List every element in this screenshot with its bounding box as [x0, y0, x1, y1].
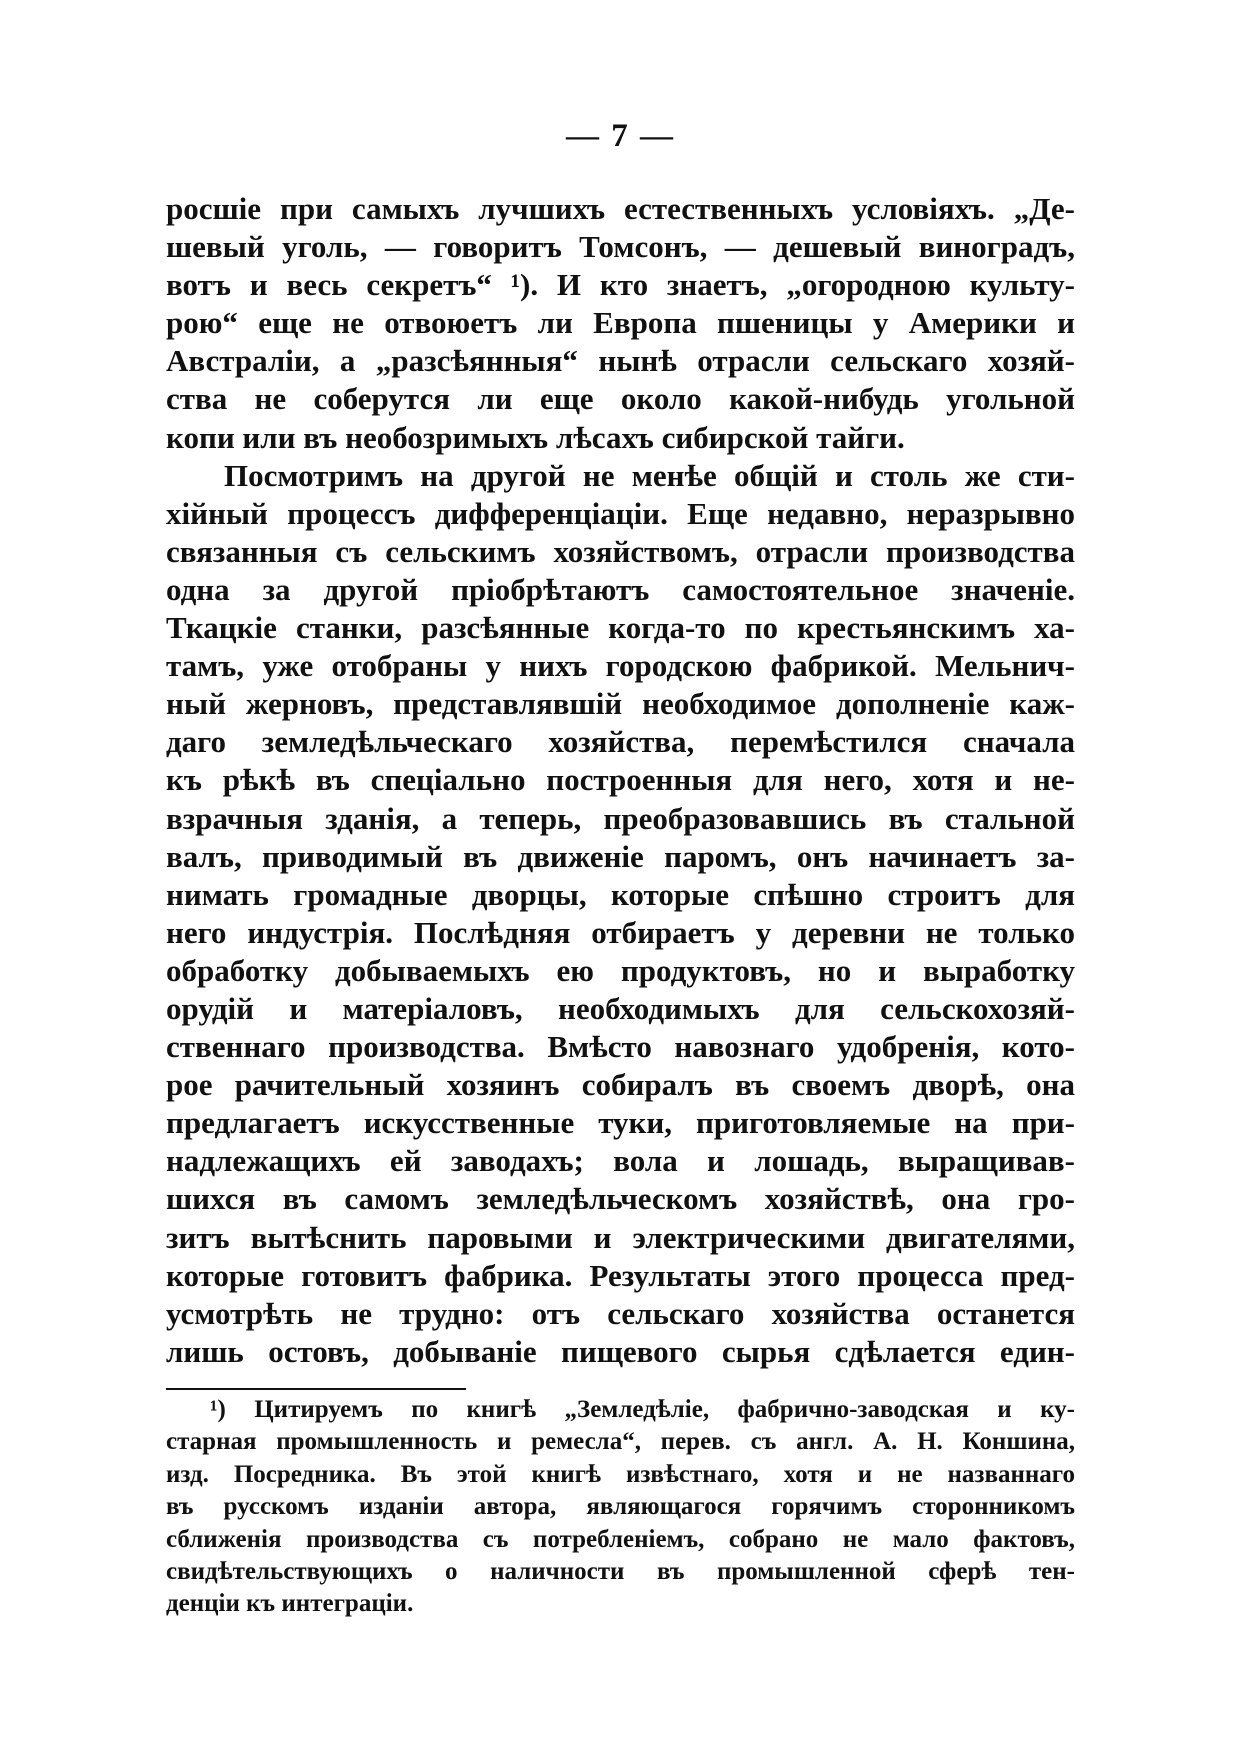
text-line: ства не соберутся ли еще около какой-нибудь угольной [166, 381, 1075, 417]
text-line: валъ, приводимый въ движеніе паромъ, онъ начинаетъ за- [166, 838, 1075, 874]
text-line: рою“ еще не отвоюетъ ли Европа пшеницы у Америки и [166, 305, 1075, 341]
text-line: лишь остовъ, добываніе пищевого сырья сдѣлается един- [166, 1333, 1075, 1369]
text-line: росшіе при самыхъ лучшихъ естественныхъ условіяхъ. „Де- [166, 191, 1075, 226]
text-line: которые готовитъ фабрика. Результаты этого процесса пред- [166, 1257, 1075, 1293]
text-line: орудій и матеріаловъ, необходимыхъ для сельскохозяй- [166, 990, 1075, 1026]
text-line: копи или въ необозримыхъ лѣсахъ сибирской тайги. [166, 419, 905, 455]
paragraph-2 [166, 457, 1075, 1371]
footnote-divider [166, 1388, 466, 1390]
footnote [166, 1394, 1075, 1621]
text-line: него индустрія. Послѣдняя отбираетъ у деревни не только [166, 914, 1075, 950]
footnote-line: ¹) Цитируемъ по книгѣ „Земледѣліе, фабрично-заводская и ку- [210, 1396, 1075, 1423]
text-line: зитъ вытѣснить паровыми и электрическими двигателями, [166, 1219, 1075, 1255]
text-line: ственнаго производства. Вмѣсто навознаго удобренія, кото- [166, 1029, 1075, 1065]
text-line: шевый уголь, — говоритъ Томсонъ, — дешевый виноградъ, [166, 229, 1075, 265]
text-line: обработку добываемыхъ ею продуктовъ, но и выработку [166, 952, 1075, 988]
text-line: хійный процессъ дифференціаціи. Еще недавно, неразрывно [166, 495, 1075, 531]
text-line: ный жерновъ, представлявшій необходимое дополненіе каж- [166, 686, 1075, 722]
page-number: — 7 — [566, 118, 675, 154]
text-line: одна за другой пріобрѣтаютъ самостоятельное значеніе. [166, 571, 1075, 607]
footnote-line: сближенія производства съ потребленіемъ, собрано не мало фактовъ, [166, 1525, 1075, 1553]
footnote-line: денціи къ интеграціи. [166, 1590, 414, 1618]
text-line: вотъ и весь секретъ“ ¹). И кто знаетъ, „огородною культу- [166, 267, 1075, 303]
text-line: нимать громадные дворцы, которые спѣшно строитъ для [166, 876, 1075, 912]
text-line: Австраліи, а „разсѣянныя“ нынѣ отрасли сельскаго хозяй- [166, 343, 1075, 379]
text-line: тамъ, уже отобраны у нихъ городскою фабрикой. Мельнич- [166, 648, 1075, 684]
footnote-line: въ русскомъ изданіи автора, являющагося горячимъ сторонникомъ [166, 1493, 1075, 1521]
footnote-line: старная промышленность и ремесла“, перев. съ англ. А. Н. Коншина, [166, 1428, 1075, 1456]
text-line: къ рѣкѣ въ спеціально построенныя для него, хотя и не- [166, 762, 1075, 798]
main-text [166, 190, 1075, 1371]
text-line: даго земледѣльческаго хозяйства, перемѣстился сначала [166, 724, 1075, 760]
footnote-line: свидѣтельствующихъ о наличности въ промышленной сферѣ тен- [166, 1557, 1075, 1585]
text-line: Посмотримъ на другой не менѣе общій и столь же сти- [224, 457, 1075, 493]
text-line: надлежащихъ ей заводахъ; вола и лошадь, выращивав- [166, 1143, 1075, 1179]
text-line: связанныя съ сельскимъ хозяйствомъ, отрасли производства [166, 533, 1075, 569]
text-line: Ткацкіе станки, разсѣянные когда-то по крестьянскимъ ха- [166, 610, 1075, 646]
text-line: взрачныя зданія, а теперь, преобразовавшись въ стальной [166, 800, 1075, 836]
text-line: рое рачительный хозяинъ собиралъ въ своемъ дворѣ, она [166, 1067, 1075, 1103]
text-line: предлагаетъ искусственные туки, приготовляемые на при- [166, 1105, 1075, 1141]
footnote-line: изд. Посредника. Въ этой книгѣ извѣстнаго, хотя и не названнаго [166, 1460, 1075, 1488]
text-line: усмотрѣть не трудно: отъ сельскаго хозяйства останется [166, 1295, 1075, 1331]
text-line: шихся въ самомъ земледѣльческомъ хозяйствѣ, она гро- [166, 1181, 1075, 1217]
paragraph-1 [166, 190, 1075, 457]
